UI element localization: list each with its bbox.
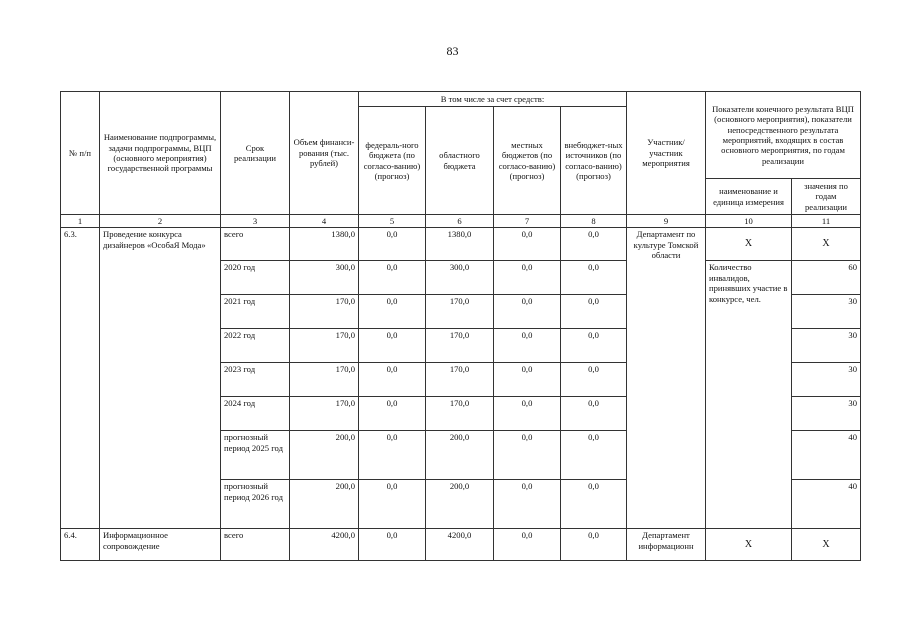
- header-indicators: Показатели конечного результата ВЦП (основного мероприятия), показатели непосредственного результата мероприятий, входящих в состав основного мероприятия, по годам реализации: [706, 92, 861, 179]
- period-cell: прогнозный период 2025 год: [221, 431, 290, 480]
- row-number: 6.3.: [61, 228, 100, 529]
- indicator-value-cell: 40: [792, 480, 861, 529]
- volume-cell: 4200,0: [290, 529, 359, 561]
- local-cell: 0,0: [494, 431, 561, 480]
- local-cell: 0,0: [494, 397, 561, 431]
- local-cell: 0,0: [494, 295, 561, 329]
- volume-cell: 170,0: [290, 329, 359, 363]
- col-number: 7: [494, 215, 561, 228]
- regional-cell: 170,0: [426, 295, 494, 329]
- participant-cell: Департамент информационн: [627, 529, 706, 561]
- extra-cell: 0,0: [561, 329, 627, 363]
- period-cell: 2023 год: [221, 363, 290, 397]
- col-number: 3: [221, 215, 290, 228]
- indicator-value-cell: Х: [792, 228, 861, 261]
- regional-cell: 200,0: [426, 480, 494, 529]
- volume-cell: 200,0: [290, 480, 359, 529]
- header-indicator-values: значения по годам реализации: [792, 179, 861, 215]
- extra-cell: 0,0: [561, 228, 627, 261]
- col-number: 1: [61, 215, 100, 228]
- federal-cell: 0,0: [359, 529, 426, 561]
- period-cell: всего: [221, 529, 290, 561]
- header-extra: внебюджет-ных источников (по согласо-ванию) (прогноз): [561, 107, 627, 215]
- federal-cell: 0,0: [359, 329, 426, 363]
- header-participant: Участник/ участник мероприятия: [627, 92, 706, 215]
- extra-cell: 0,0: [561, 431, 627, 480]
- volume-cell: 170,0: [290, 295, 359, 329]
- header-period: Срок реализации: [221, 92, 290, 215]
- indicator-value-cell: 30: [792, 397, 861, 431]
- header-regional: областного бюджета: [426, 107, 494, 215]
- local-cell: 0,0: [494, 363, 561, 397]
- volume-cell: 1380,0: [290, 228, 359, 261]
- local-cell: 0,0: [494, 329, 561, 363]
- local-cell: 0,0: [494, 480, 561, 529]
- header-num: № п/п: [61, 92, 100, 215]
- period-cell: 2022 год: [221, 329, 290, 363]
- volume-cell: 200,0: [290, 431, 359, 480]
- regional-cell: 170,0: [426, 329, 494, 363]
- indicator-value-cell: 60: [792, 261, 861, 295]
- period-cell: всего: [221, 228, 290, 261]
- indicator-value-cell: 40: [792, 431, 861, 480]
- header-local: местных бюджетов (по согласо-ванию) (прогноз): [494, 107, 561, 215]
- regional-cell: 1380,0: [426, 228, 494, 261]
- federal-cell: 0,0: [359, 480, 426, 529]
- col-number: 2: [100, 215, 221, 228]
- row-number: 6.4.: [61, 529, 100, 561]
- col-number: 4: [290, 215, 359, 228]
- period-cell: прогнозный период 2026 год: [221, 480, 290, 529]
- row-name: Информационное сопровождение: [100, 529, 221, 561]
- participant-cell: Департамент по культуре Томской области: [627, 228, 706, 529]
- federal-cell: 0,0: [359, 261, 426, 295]
- regional-cell: 300,0: [426, 261, 494, 295]
- period-cell: 2024 год: [221, 397, 290, 431]
- header-funding-sources: В том числе за счет средств:: [359, 92, 627, 107]
- federal-cell: 0,0: [359, 363, 426, 397]
- extra-cell: 0,0: [561, 261, 627, 295]
- page-number: 83: [446, 44, 459, 58]
- regional-cell: 200,0: [426, 431, 494, 480]
- header-federal: федераль-ного бюджета (по согласо-ванию) (прогноз): [359, 107, 426, 215]
- program-table: [60, 91, 861, 561]
- row-name: Проведение конкурса дизайнеров «ОсобаЯ Мода»: [100, 228, 221, 529]
- extra-cell: 0,0: [561, 480, 627, 529]
- header-volume: Объем финанси-рования (тыс. рублей): [290, 92, 359, 215]
- volume-cell: 170,0: [290, 397, 359, 431]
- col-number: 11: [792, 215, 861, 228]
- col-number: 10: [706, 215, 792, 228]
- federal-cell: 0,0: [359, 228, 426, 261]
- regional-cell: 170,0: [426, 397, 494, 431]
- indicator-name-cell: Х: [706, 228, 792, 261]
- header-indicator-name: наименование и единица измерения: [706, 179, 792, 215]
- indicator-name-cell: Х: [706, 529, 792, 561]
- extra-cell: 0,0: [561, 295, 627, 329]
- col-number: 8: [561, 215, 627, 228]
- local-cell: 0,0: [494, 261, 561, 295]
- header-name: Наименование подпрограммы, задачи подпрограммы, ВЦП (основного мероприятия) государственной программы: [100, 92, 221, 215]
- indicator-name-cell: Количество инвалидов, принявших участие в конкурсе, чел.: [706, 261, 792, 529]
- extra-cell: 0,0: [561, 397, 627, 431]
- col-number: 6: [426, 215, 494, 228]
- local-cell: 0,0: [494, 228, 561, 261]
- indicator-value-cell: 30: [792, 329, 861, 363]
- volume-cell: 300,0: [290, 261, 359, 295]
- volume-cell: 170,0: [290, 363, 359, 397]
- regional-cell: 4200,0: [426, 529, 494, 561]
- federal-cell: 0,0: [359, 295, 426, 329]
- table-row: [61, 228, 861, 261]
- col-number: 9: [627, 215, 706, 228]
- regional-cell: 170,0: [426, 363, 494, 397]
- period-cell: 2021 год: [221, 295, 290, 329]
- period-cell: 2020 год: [221, 261, 290, 295]
- col-number: 5: [359, 215, 426, 228]
- indicator-value-cell: Х: [792, 529, 861, 561]
- federal-cell: 0,0: [359, 431, 426, 480]
- extra-cell: 0,0: [561, 363, 627, 397]
- indicator-value-cell: 30: [792, 363, 861, 397]
- federal-cell: 0,0: [359, 397, 426, 431]
- table-row: [61, 529, 861, 561]
- local-cell: 0,0: [494, 529, 561, 561]
- extra-cell: 0,0: [561, 529, 627, 561]
- indicator-value-cell: 30: [792, 295, 861, 329]
